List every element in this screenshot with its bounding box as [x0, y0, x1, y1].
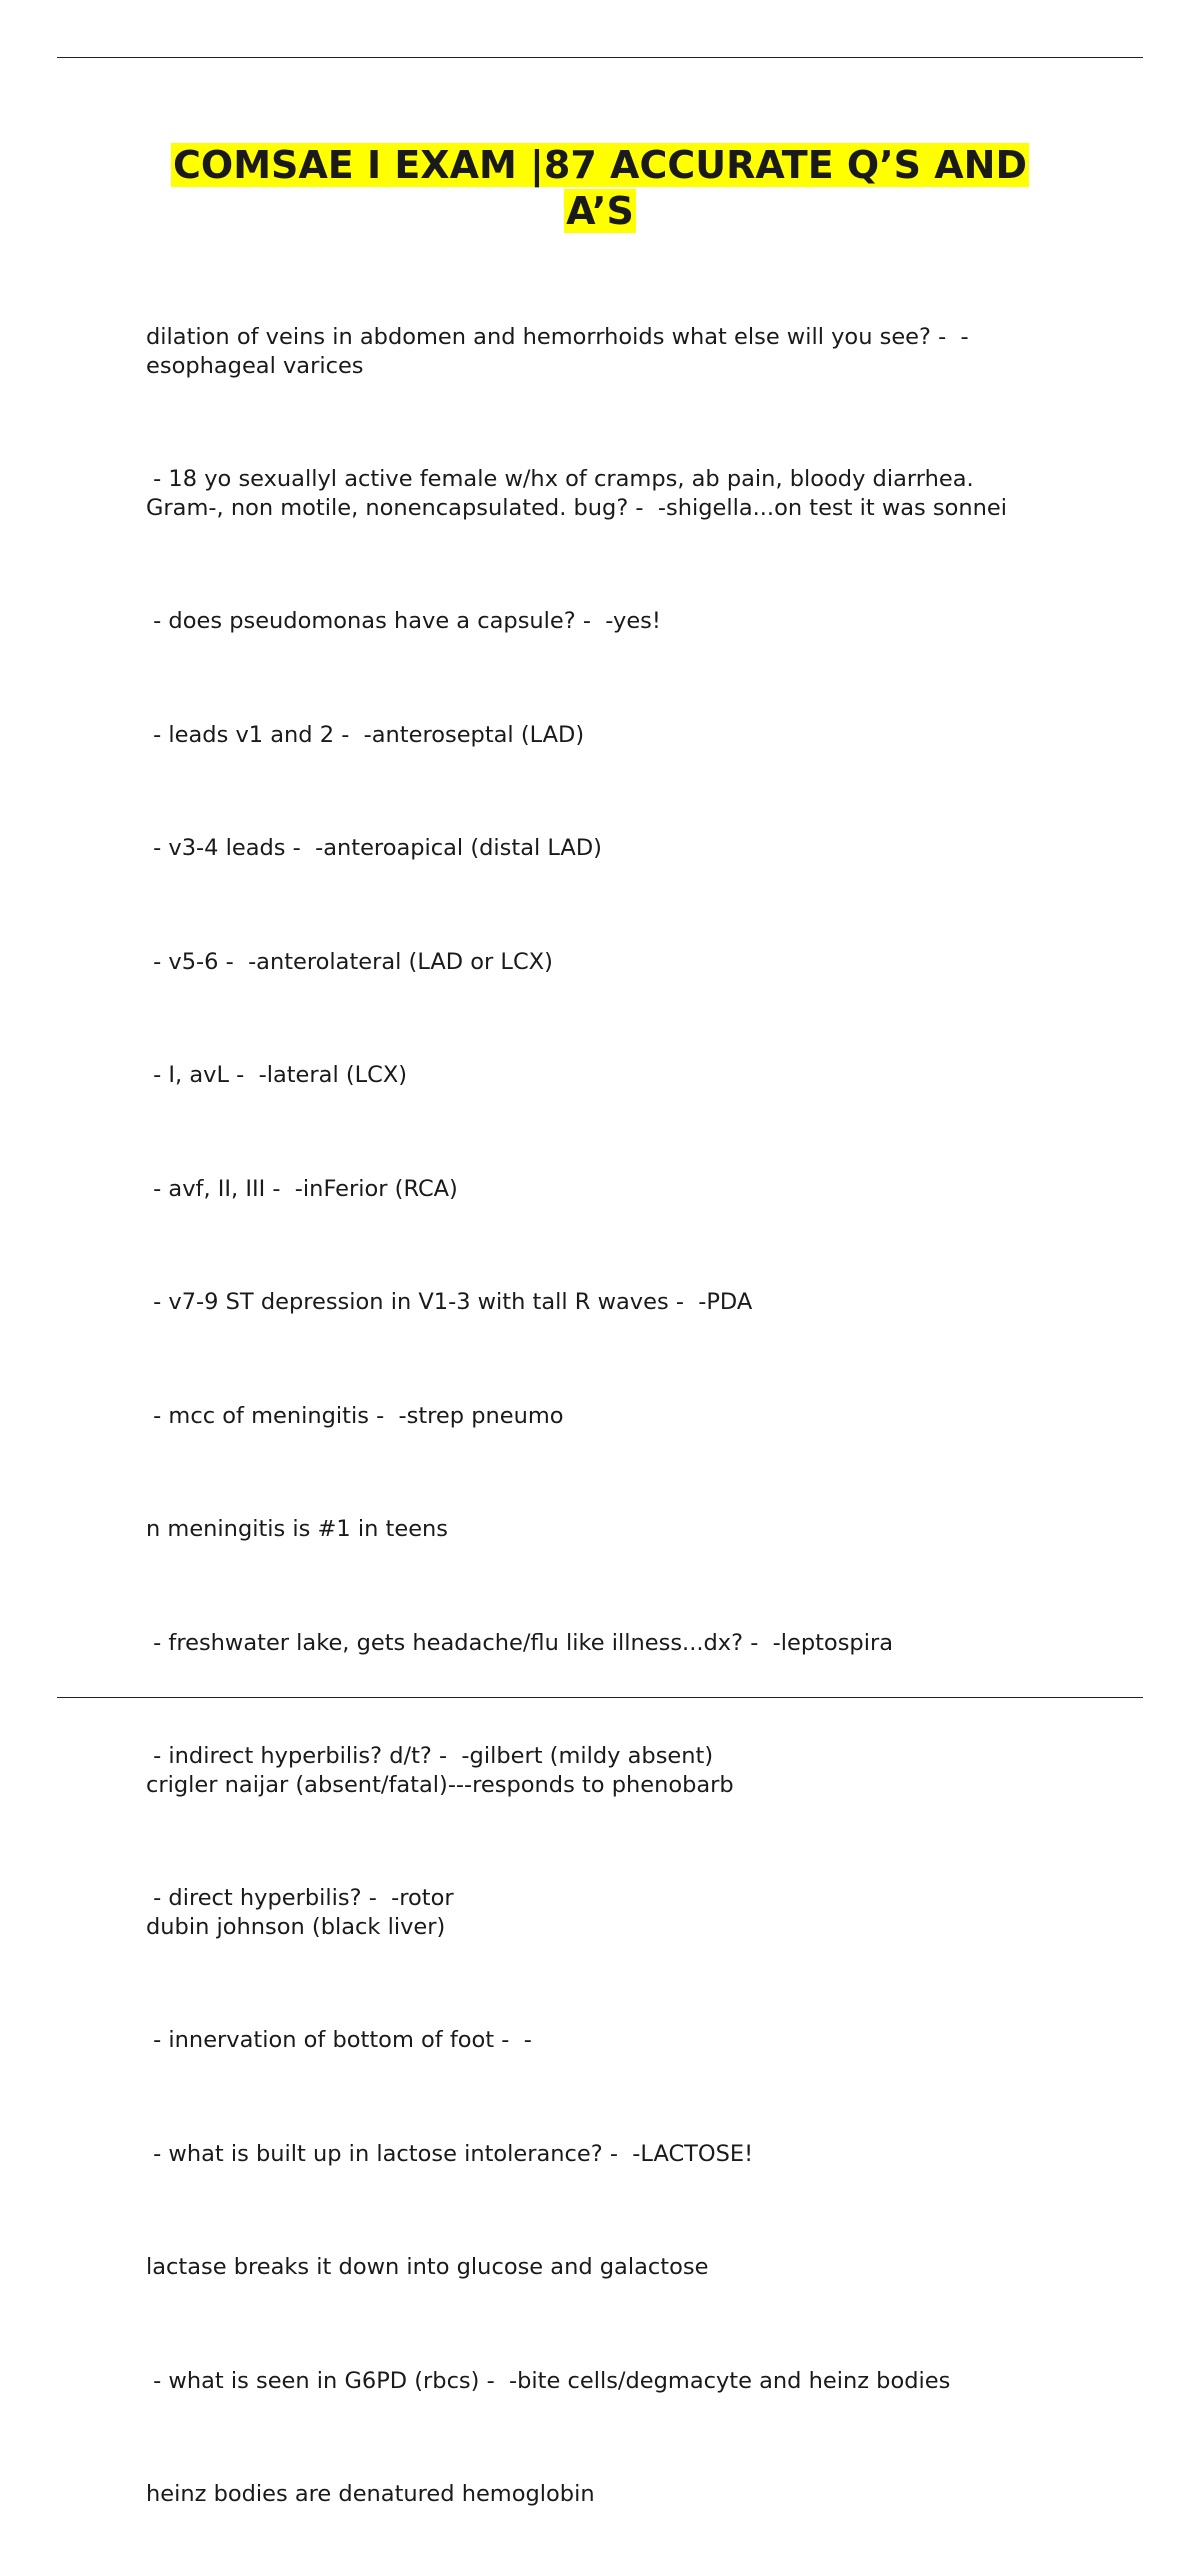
qa-entry: - v5-6 - -anterolateral (LAD or LCX) — [146, 948, 553, 975]
qa-entry: n meningitis is #1 in teens — [146, 1516, 449, 1542]
qa-entry: heinz bodies are denatured hemoglobin — [146, 2481, 595, 2507]
qa-entry: - indirect hyperbilis? d/t? - -gilbert (mildy absent) crigler naijar (absent/fatal)---responds to phenobarb — [146, 1743, 734, 1798]
document-title-text: COMSAE I EXAM |87 ACCURATE Q’S AND A’S — [173, 143, 1027, 233]
document-title — [140, 142, 1060, 234]
qa-entry: - what is built up in lactose intolerance? - -LACTOSE! — [146, 2140, 754, 2167]
qa-entry: - direct hyperbilis? - -rotor dubin johnson (black liver) — [146, 1885, 454, 1940]
qa-entry: - v7-9 ST depression in V1-3 with tall R waves - -PDA — [146, 1289, 753, 1315]
qa-entry: - what is seen in G6PD (rbcs) - -bite cells/degmacyte and heinz bodies — [146, 2367, 951, 2394]
qa-entry: - does pseudomonas have a capsule? - -yes! — [146, 608, 661, 634]
qa-entry: - freshwater lake, gets headache/flu like illness...dx? - -leptospira — [146, 1629, 893, 1656]
qa-list — [146, 266, 1146, 2565]
qa-entry: - innervation of bottom of foot - - — [146, 2027, 532, 2053]
qa-entry: - mcc of meningitis - -strep pneumo — [146, 1402, 564, 1429]
qa-entry: - 18 yo sexuallyl active female w/hx of cramps, ab pain, bloody diarrhea. Gram-, non motile, nonencapsulated. bug? - -shigella...on test it was sonnei — [146, 466, 1008, 521]
qa-entry: - leads v1 and 2 - -anteroseptal (LAD) — [146, 721, 585, 748]
qa-entry: - avf, II, III - -inFerior (RCA) — [146, 1175, 458, 1202]
footer-rule — [57, 1697, 1143, 1698]
qa-entry: dilation of veins in abdomen and hemorrhoids what else will you see? - - esophageal varices — [146, 324, 969, 379]
qa-entry: - v3-4 leads - -anteroapical (distal LAD) — [146, 835, 602, 861]
qa-entry: - I, avL - -lateral (LCX) — [146, 1062, 408, 1088]
header-rule — [57, 57, 1143, 58]
qa-entry: lactase breaks it down into glucose and galactose — [146, 2254, 709, 2280]
